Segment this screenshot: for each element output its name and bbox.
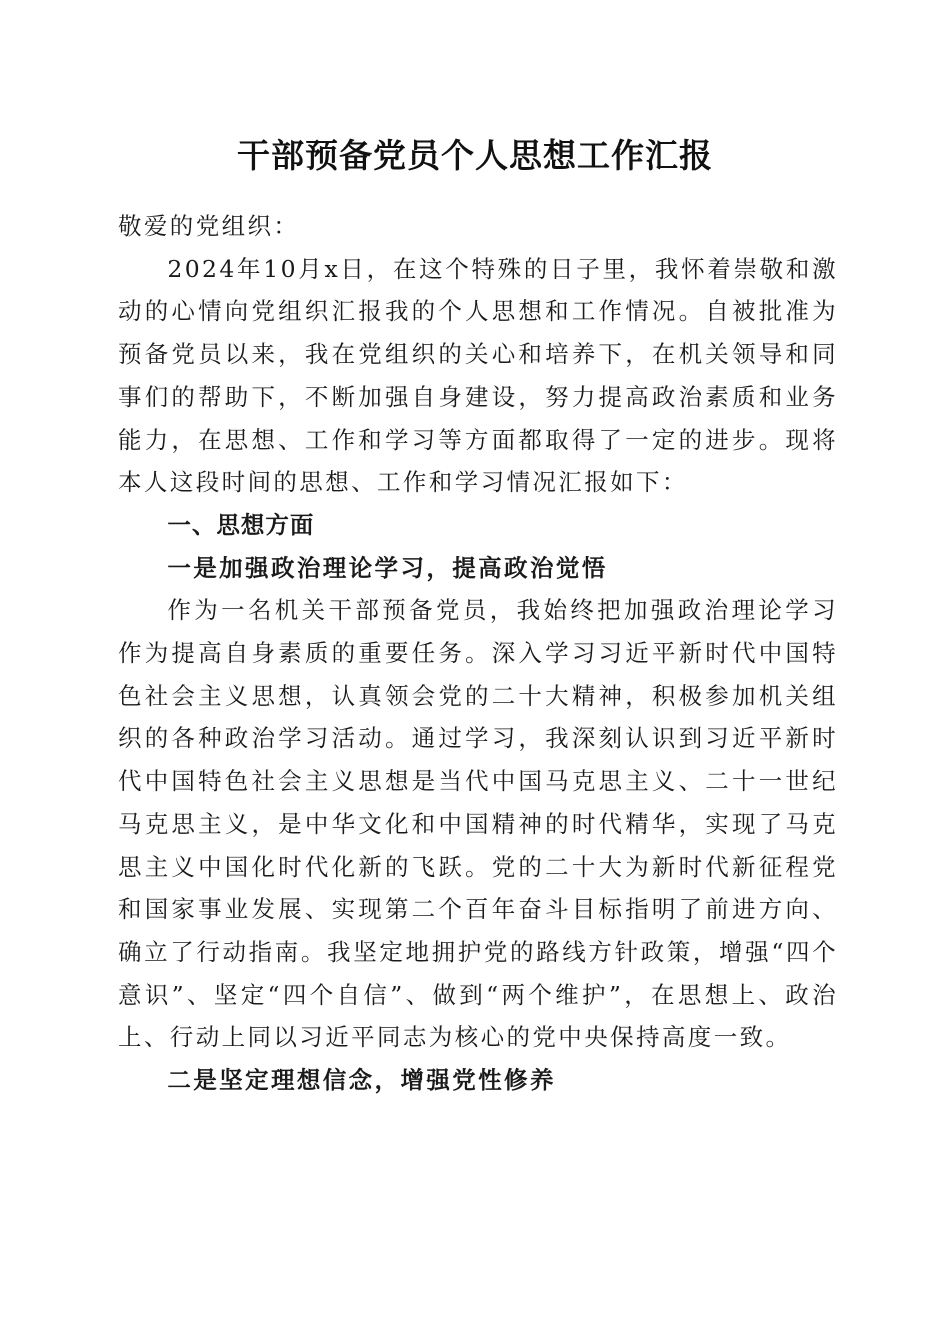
section-heading-thought: 一、思想方面: [167, 510, 315, 539]
theory-study-paragraph: 作为一名机关干部预备党员，我始终把加强政治理论学习作为提高自身素质的重要任务。深入学习习近平新时代中国特色社会主义思想，认真领会党的二十大精神，积极参加机关组织的各种政治学习活动。通过学习，我深刻认识到习近平新时代中国特色社会主义思想是当代中国马克思主义、二十一世纪马克思主义，是中华文化和中国精神的时代精华，实现了马克思主义中国化时代化新的飞跃。党的二十大为新时代新征程党和国家事业发展、实现第二个百年奋斗目标指明了前进方向、确立了行动指南。我坚定地拥护党的路线方针政策，增强“四个意识”、坚定“四个自信”、做到“两个维护”，在思想上、政治上、行动上同以习近平同志为核心的党中央保持高度一致。: [118, 596, 838, 1052]
document-body: [118, 205, 838, 1102]
subsection-heading-theory-study: 一是加强政治理论学习，提高政治觉悟: [167, 553, 608, 582]
salutation: 敬爱的党组织：: [118, 212, 300, 240]
document-title: 干部预备党员个人思想工作汇报: [237, 136, 713, 175]
intro-paragraph: 2024年10月x日，在这个特殊的日子里，我怀着崇敬和激动的心情向党组织汇报我的个人思想和工作情况。自被批准为预备党员以来，我在党组织的关心和培养下，在机关领导和同事们的帮助下，不断加强自身建设，努力提高政治素质和业务能力，在思想、工作和学习等方面都取得了一定的进步。现将本人这段时间的思想、工作和学习情况汇报如下：: [118, 254, 838, 497]
subsection-heading-ideals: 二是坚定理想信念，增强党性修养: [167, 1066, 556, 1095]
